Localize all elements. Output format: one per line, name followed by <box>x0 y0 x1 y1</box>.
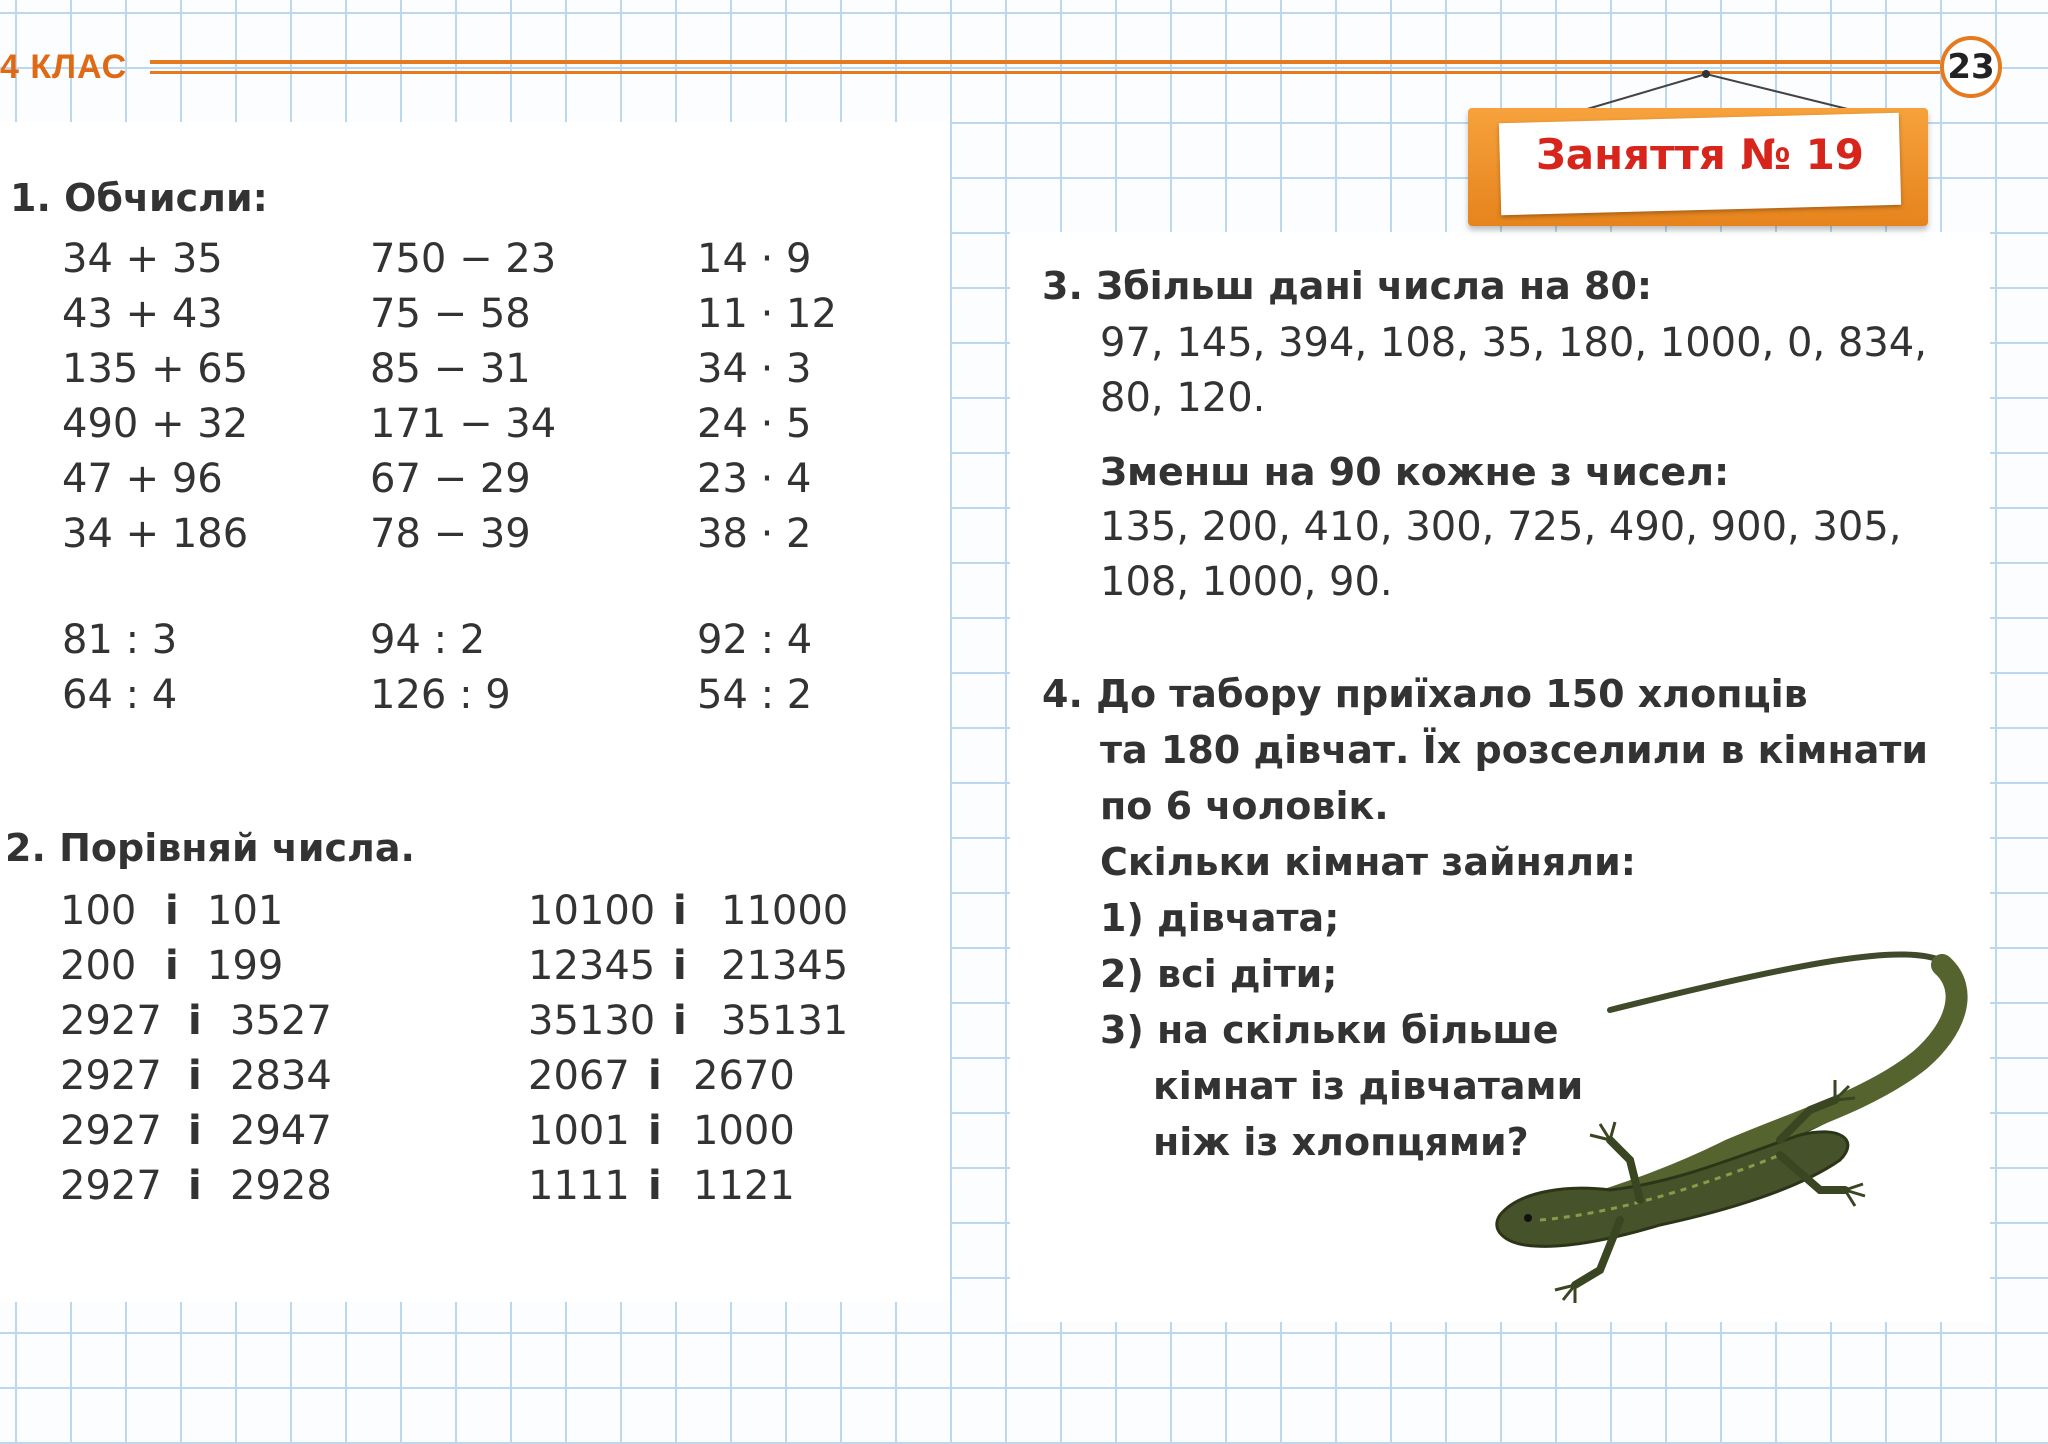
compare-row <box>60 943 332 998</box>
number-b: 1121 <box>693 1163 795 1209</box>
separator: і <box>188 1053 202 1099</box>
compare-row <box>528 1108 848 1163</box>
expression: 135 + 65 <box>62 346 249 392</box>
expression: 67 − 29 <box>370 456 531 502</box>
task4-line3: по 6 чоловік. <box>1100 784 1389 828</box>
task4-answer-2: 2) всі діти; <box>1100 952 1338 996</box>
expression: 81 : 3 <box>62 617 178 663</box>
separator: і <box>188 1108 202 1154</box>
expression: 75 − 58 <box>370 291 531 337</box>
number-a: 35130 <box>528 998 656 1044</box>
task4-line2: та 180 дівчат. Їх розселили в кімнати <box>1100 728 1929 772</box>
expression: 24 · 5 <box>697 401 812 447</box>
separator: і <box>648 1163 662 1209</box>
compare-row <box>60 1108 332 1163</box>
task3-numbers-line2: 80, 120. <box>1100 375 1266 421</box>
task2-left-pairs <box>60 888 332 1218</box>
number-a: 2067 <box>528 1053 630 1099</box>
number-b: 1000 <box>693 1108 795 1154</box>
expression: 171 − 34 <box>370 401 557 447</box>
separator: і <box>648 1053 662 1099</box>
compare-row <box>60 1053 332 1108</box>
compare-row <box>60 888 332 943</box>
expression: 64 : 4 <box>62 672 178 718</box>
grade-label: 4 КЛАС <box>0 48 128 86</box>
separator: і <box>188 1163 202 1209</box>
task1-col-division-1 <box>62 617 177 727</box>
expression: 85 − 31 <box>370 346 531 392</box>
number-b: 3527 <box>230 998 332 1044</box>
task3-numbers-line3: 135, 200, 410, 300, 725, 490, 900, 305, <box>1100 504 1902 550</box>
page-number: 23 <box>1940 36 2002 98</box>
expression: 34 · 3 <box>697 346 812 392</box>
separator: і <box>188 998 202 1044</box>
separator: і <box>673 943 687 989</box>
number-a: 200 <box>60 943 137 989</box>
expression: 34 + 186 <box>62 511 249 557</box>
compare-row <box>528 998 848 1053</box>
expression: 43 + 43 <box>62 291 223 337</box>
expression: 34 + 35 <box>62 236 223 282</box>
expression: 126 : 9 <box>370 672 511 718</box>
number-a: 12345 <box>528 943 656 989</box>
task3-numbers-line1: 97, 145, 394, 108, 35, 180, 1000, 0, 834, <box>1100 320 1927 366</box>
task4-answer-3: 3) на скільки більше <box>1100 1008 1559 1052</box>
task4-question: Скільки кімнат зайняли: <box>1100 840 1636 884</box>
task4-answer-3-end: ніж із хлопцями? <box>1153 1120 1529 1164</box>
number-a: 1001 <box>528 1108 630 1154</box>
number-b: 21345 <box>721 943 849 989</box>
compare-row <box>528 1053 848 1108</box>
task3-subtitle: Зменш на 90 кожне з чисел: <box>1100 450 1730 494</box>
task1-col-addition <box>62 236 248 566</box>
number-a: 2927 <box>60 998 162 1044</box>
number-a: 10100 <box>528 888 656 934</box>
compare-row <box>528 1163 848 1218</box>
number-a: 1111 <box>528 1163 630 1209</box>
number-b: 2928 <box>230 1163 332 1209</box>
number-b: 101 <box>207 888 284 934</box>
expression: 92 : 4 <box>697 617 813 663</box>
expression: 490 + 32 <box>62 401 249 447</box>
task2-right-pairs <box>528 888 848 1218</box>
compare-row <box>60 1163 332 1218</box>
expression: 750 − 23 <box>370 236 557 282</box>
lizard-illustration <box>1480 920 1980 1340</box>
number-b: 35131 <box>721 998 849 1044</box>
task1-title: 1. Обчисли: <box>10 176 268 220</box>
task4-answer-1: 1) дівчата; <box>1100 896 1340 940</box>
task1-col-multiplication <box>697 236 837 566</box>
number-a: 2927 <box>60 1108 162 1154</box>
expression: 38 · 2 <box>697 511 812 557</box>
number-a: 2927 <box>60 1163 162 1209</box>
expression: 78 − 39 <box>370 511 531 557</box>
separator: і <box>673 998 687 1044</box>
expression: 94 : 2 <box>370 617 486 663</box>
task1-col-division-2 <box>370 617 511 727</box>
number-b: 2947 <box>230 1108 332 1154</box>
number-a: 100 <box>60 888 137 934</box>
separator: і <box>165 888 179 934</box>
separator: і <box>648 1108 662 1154</box>
number-b: 2834 <box>230 1053 332 1099</box>
task1-col-subtraction <box>370 236 556 566</box>
task4-line1: 4. До табору приїхало 150 хлопців <box>1042 672 1808 716</box>
separator: і <box>673 888 687 934</box>
number-b: 11000 <box>721 888 849 934</box>
number-b: 199 <box>207 943 284 989</box>
task2-title: 2. Порівняй числа. <box>5 826 415 870</box>
compare-row <box>528 888 848 943</box>
task4-answer-3-cont: кімнат із дівчатами <box>1153 1064 1584 1108</box>
task3-title: 3. Збільш дані числа на 80: <box>1042 264 1653 308</box>
number-a: 2927 <box>60 1053 162 1099</box>
expression: 14 · 9 <box>697 236 812 282</box>
task1-col-division-3 <box>697 617 812 727</box>
lesson-title: Заняття № 19 <box>1535 130 1865 179</box>
expression: 11 · 12 <box>697 291 837 337</box>
expression: 23 · 4 <box>697 456 812 502</box>
compare-row <box>528 943 848 998</box>
expression: 54 : 2 <box>697 672 813 718</box>
separator: і <box>165 943 179 989</box>
number-b: 2670 <box>693 1053 795 1099</box>
compare-row <box>60 998 332 1053</box>
expression: 47 + 96 <box>62 456 223 502</box>
task3-numbers-line4: 108, 1000, 90. <box>1100 559 1393 605</box>
